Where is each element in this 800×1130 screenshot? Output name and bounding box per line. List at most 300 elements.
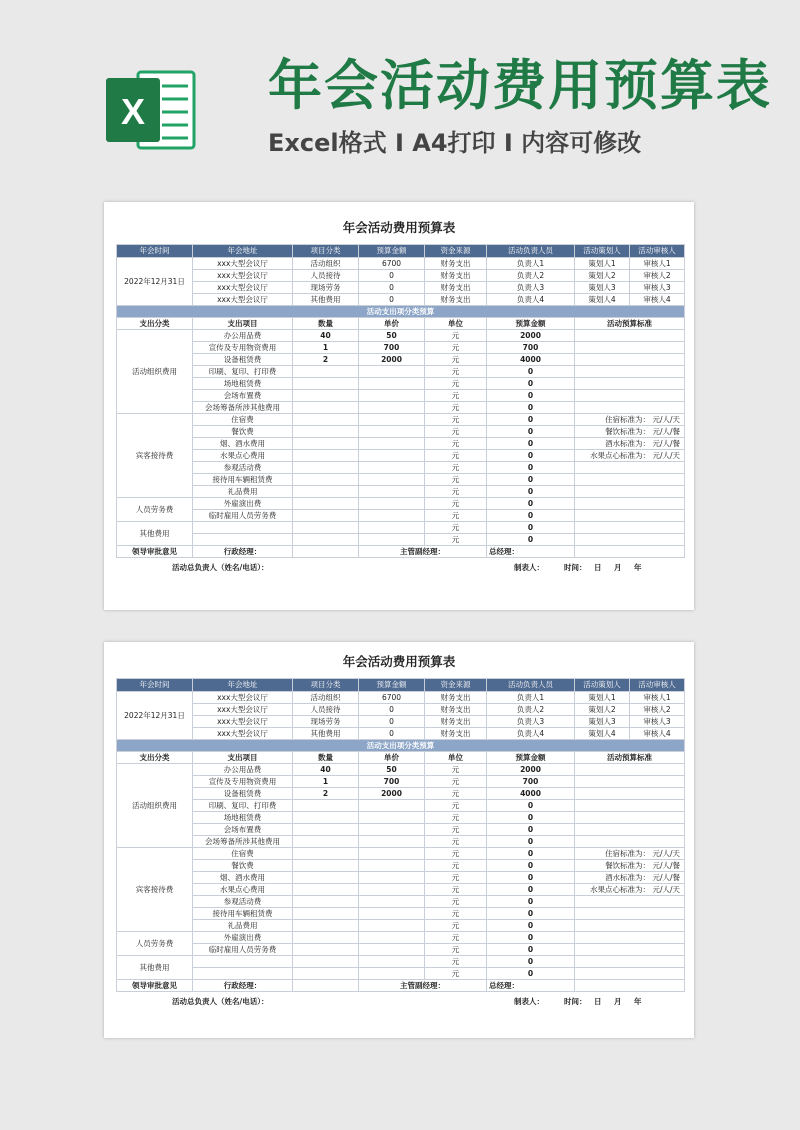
table-row <box>117 884 685 896</box>
table-cell[interactable]: 审核人4 <box>630 728 685 740</box>
table-cell[interactable]: 0 <box>359 716 425 728</box>
standard-cell[interactable] <box>575 968 685 980</box>
table-cell[interactable]: 策划人1 <box>575 692 630 704</box>
table-cell[interactable]: 审核人3 <box>630 282 685 294</box>
amount-cell[interactable]: 0 <box>487 438 575 450</box>
table-cell[interactable]: 6700 <box>359 692 425 704</box>
standard-cell[interactable] <box>575 534 685 546</box>
quantity-cell[interactable] <box>293 510 359 522</box>
quantity-cell[interactable]: 1 <box>293 776 359 788</box>
quantity-cell[interactable] <box>293 836 359 848</box>
standard-cell[interactable] <box>575 330 685 342</box>
price-cell[interactable] <box>359 908 425 920</box>
quantity-cell[interactable] <box>293 366 359 378</box>
price-cell[interactable] <box>359 932 425 944</box>
price-cell[interactable] <box>359 534 425 546</box>
unit-cell: 元 <box>425 366 487 378</box>
standard-cell[interactable] <box>575 462 685 474</box>
standard-cell[interactable] <box>575 402 685 414</box>
table-cell[interactable]: 财务支出 <box>425 692 487 704</box>
table-cell[interactable]: 财务支出 <box>425 294 487 306</box>
price-cell[interactable] <box>359 884 425 896</box>
table-cell[interactable]: 0 <box>359 294 425 306</box>
price-cell[interactable] <box>359 450 425 462</box>
expense-item[interactable]: 烟、酒水费用 <box>193 438 293 450</box>
expense-item[interactable] <box>193 956 293 968</box>
unit-cell: 元 <box>425 474 487 486</box>
table-row <box>117 692 685 704</box>
quantity-cell[interactable]: 40 <box>293 330 359 342</box>
table-cell[interactable]: 其他费用 <box>293 294 359 306</box>
standard-cell[interactable] <box>575 764 685 776</box>
table-row <box>117 450 685 462</box>
amount-cell[interactable]: 0 <box>487 462 575 474</box>
table-cell[interactable]: 负责人4 <box>487 728 575 740</box>
approval-row <box>117 546 685 558</box>
table-cell[interactable]: 6700 <box>359 258 425 270</box>
table-cell[interactable]: 审核人2 <box>630 270 685 282</box>
expense-item[interactable]: 办公用品费 <box>193 330 293 342</box>
expense-item[interactable]: 印刷、复印、打印费 <box>193 800 293 812</box>
standard-cell[interactable] <box>575 474 685 486</box>
expense-item[interactable]: 参观活动费 <box>193 462 293 474</box>
amount-cell[interactable]: 0 <box>487 800 575 812</box>
price-cell[interactable] <box>359 920 425 932</box>
price-cell[interactable] <box>359 848 425 860</box>
standard-cell[interactable] <box>575 908 685 920</box>
amount-cell[interactable]: 0 <box>487 968 575 980</box>
standard-cell[interactable] <box>575 390 685 402</box>
expense-item[interactable]: 住宿费 <box>193 414 293 426</box>
amount-cell[interactable]: 0 <box>487 872 575 884</box>
unit-cell: 元 <box>425 486 487 498</box>
table-cell[interactable]: 策划人4 <box>575 294 630 306</box>
standard-cell[interactable] <box>575 836 685 848</box>
table-row <box>117 402 685 414</box>
detail-column-header: 预算金额 <box>487 752 575 764</box>
table-cell[interactable]: 0 <box>359 728 425 740</box>
quantity-cell[interactable]: 40 <box>293 764 359 776</box>
price-cell[interactable] <box>359 438 425 450</box>
expense-item[interactable]: 会场布置费 <box>193 390 293 402</box>
table-cell[interactable]: xxx大型会议厅 <box>193 716 293 728</box>
table-cell[interactable]: 人员接待 <box>293 270 359 282</box>
table-cell[interactable]: xxx大型会议厅 <box>193 692 293 704</box>
approval-label: 领导审批意见 <box>117 546 193 558</box>
expense-item[interactable]: 住宿费 <box>193 848 293 860</box>
table-cell[interactable]: 活动组织 <box>293 692 359 704</box>
detail-column-header: 单位 <box>425 752 487 764</box>
table-cell[interactable]: 策划人2 <box>575 270 630 282</box>
amount-cell[interactable]: 0 <box>487 486 575 498</box>
price-cell[interactable] <box>359 836 425 848</box>
table-cell[interactable]: 负责人1 <box>487 692 575 704</box>
amount-cell[interactable]: 0 <box>487 498 575 510</box>
amount-cell[interactable]: 0 <box>487 824 575 836</box>
expense-item[interactable]: 会场筹备所涉其他费用 <box>193 836 293 848</box>
table-cell[interactable]: 0 <box>359 282 425 294</box>
expense-item[interactable]: 临时雇用人员劳务费 <box>193 944 293 956</box>
unit-cell: 元 <box>425 860 487 872</box>
table-row <box>117 800 685 812</box>
expense-item[interactable]: 设备租赁费 <box>193 788 293 800</box>
standard-cell[interactable] <box>575 800 685 812</box>
standard-cell[interactable]: 餐饮标准为： 元/人/餐 <box>575 426 685 438</box>
table-cell[interactable]: 其他费用 <box>293 728 359 740</box>
standard-cell[interactable] <box>575 510 685 522</box>
table-cell[interactable]: 财务支出 <box>425 282 487 294</box>
table-cell[interactable]: 财务支出 <box>425 704 487 716</box>
price-cell[interactable] <box>359 474 425 486</box>
unit-cell: 元 <box>425 534 487 546</box>
budget-table <box>116 244 685 558</box>
unit-cell: 元 <box>425 896 487 908</box>
price-cell[interactable]: 2000 <box>359 354 425 366</box>
standard-cell[interactable] <box>575 498 685 510</box>
detail-column-header: 活动预算标准 <box>575 752 685 764</box>
table-cell[interactable]: 策划人3 <box>575 716 630 728</box>
quantity-cell[interactable] <box>293 860 359 872</box>
amount-cell[interactable]: 4000 <box>487 788 575 800</box>
table-cell[interactable]: 负责人2 <box>487 270 575 282</box>
price-cell[interactable] <box>359 944 425 956</box>
table-cell[interactable]: 现场劳务 <box>293 282 359 294</box>
table-cell[interactable]: 财务支出 <box>425 728 487 740</box>
price-cell[interactable] <box>359 522 425 534</box>
amount-cell[interactable]: 0 <box>487 378 575 390</box>
expense-item[interactable]: 场地租赁费 <box>193 812 293 824</box>
expense-item[interactable]: 场地租赁费 <box>193 378 293 390</box>
table-cell[interactable]: 财务支出 <box>425 270 487 282</box>
detail-column-header: 数量 <box>293 318 359 330</box>
column-header: 活动负责人员 <box>487 245 575 258</box>
amount-cell[interactable]: 0 <box>487 366 575 378</box>
quantity-cell[interactable] <box>293 450 359 462</box>
price-cell[interactable] <box>359 956 425 968</box>
table-cell[interactable]: xxx大型会议厅 <box>193 728 293 740</box>
section-title: 活动支出项分类预算 <box>117 306 685 318</box>
price-cell[interactable] <box>359 426 425 438</box>
standard-cell[interactable]: 住宿标准为： 元/人/天 <box>575 848 685 860</box>
standard-cell[interactable] <box>575 812 685 824</box>
quantity-cell[interactable] <box>293 908 359 920</box>
quantity-cell[interactable] <box>293 932 359 944</box>
table-row <box>117 872 685 884</box>
table-cell[interactable]: 财务支出 <box>425 716 487 728</box>
standard-cell[interactable] <box>575 486 685 498</box>
expense-category: 活动组织费用 <box>117 764 193 848</box>
table-cell[interactable]: 策划人1 <box>575 258 630 270</box>
expense-item[interactable]: 设备租赁费 <box>193 354 293 366</box>
table-row <box>117 510 685 522</box>
general-manager-label: 总经理： <box>487 546 575 558</box>
quantity-cell[interactable] <box>293 920 359 932</box>
quantity-cell[interactable] <box>293 498 359 510</box>
amount-cell[interactable]: 0 <box>487 932 575 944</box>
quantity-cell[interactable]: 2 <box>293 354 359 366</box>
table-cell[interactable]: 审核人1 <box>630 258 685 270</box>
table-cell[interactable]: 负责人2 <box>487 704 575 716</box>
price-cell[interactable]: 50 <box>359 764 425 776</box>
price-cell[interactable] <box>359 510 425 522</box>
amount-cell[interactable]: 0 <box>487 474 575 486</box>
table-cell[interactable]: 负责人4 <box>487 294 575 306</box>
standard-cell[interactable] <box>575 366 685 378</box>
table-row <box>117 848 685 860</box>
quantity-cell[interactable]: 2 <box>293 788 359 800</box>
table-row <box>117 776 685 788</box>
expense-item[interactable] <box>193 522 293 534</box>
expense-item[interactable]: 临时雇用人员劳务费 <box>193 510 293 522</box>
table-cell[interactable]: xxx大型会议厅 <box>193 270 293 282</box>
table-cell[interactable]: 策划人2 <box>575 704 630 716</box>
amount-cell[interactable]: 0 <box>487 896 575 908</box>
quantity-cell[interactable] <box>293 848 359 860</box>
quantity-cell[interactable] <box>293 390 359 402</box>
amount-cell[interactable]: 4000 <box>487 354 575 366</box>
table-row <box>117 378 685 390</box>
standard-cell[interactable] <box>575 896 685 908</box>
expense-item[interactable]: 接待用车辆租赁费 <box>193 908 293 920</box>
table-cell[interactable]: xxx大型会议厅 <box>193 258 293 270</box>
table-row <box>117 366 685 378</box>
quantity-cell[interactable] <box>293 884 359 896</box>
quantity-cell[interactable]: 1 <box>293 342 359 354</box>
quantity-cell[interactable] <box>293 414 359 426</box>
owner-label: 活动总负责人（姓名/电话）： <box>172 997 269 1006</box>
amount-cell[interactable]: 0 <box>487 860 575 872</box>
quantity-cell[interactable] <box>293 438 359 450</box>
expense-item[interactable] <box>193 968 293 980</box>
table-cell[interactable]: 活动组织 <box>293 258 359 270</box>
standard-cell[interactable] <box>575 920 685 932</box>
quantity-cell[interactable] <box>293 944 359 956</box>
quantity-cell[interactable] <box>293 800 359 812</box>
table-row <box>117 704 685 716</box>
price-cell[interactable]: 50 <box>359 330 425 342</box>
standard-cell[interactable] <box>575 522 685 534</box>
table-cell[interactable]: xxx大型会议厅 <box>193 294 293 306</box>
standard-cell[interactable] <box>575 956 685 968</box>
quantity-cell[interactable] <box>293 968 359 980</box>
table-cell[interactable]: 0 <box>359 704 425 716</box>
expense-category: 宾客接待费 <box>117 414 193 498</box>
table-cell[interactable]: 审核人2 <box>630 704 685 716</box>
amount-cell[interactable]: 0 <box>487 390 575 402</box>
amount-cell[interactable]: 0 <box>487 908 575 920</box>
amount-cell[interactable]: 0 <box>487 522 575 534</box>
unit-cell: 元 <box>425 944 487 956</box>
price-cell[interactable] <box>359 390 425 402</box>
price-cell[interactable] <box>359 872 425 884</box>
expense-item[interactable]: 餐饮费 <box>193 426 293 438</box>
price-cell[interactable] <box>359 402 425 414</box>
price-cell[interactable] <box>359 462 425 474</box>
table-cell[interactable]: 审核人3 <box>630 716 685 728</box>
amount-cell[interactable]: 0 <box>487 534 575 546</box>
amount-cell[interactable]: 0 <box>487 402 575 414</box>
unit-cell: 元 <box>425 968 487 980</box>
standard-cell[interactable]: 酒水标准为： 元/人/餐 <box>575 438 685 450</box>
price-cell[interactable] <box>359 800 425 812</box>
expense-item[interactable]: 印刷、复印、打印费 <box>193 366 293 378</box>
column-header: 预算金额 <box>359 245 425 258</box>
expense-item[interactable]: 外雇演出费 <box>193 932 293 944</box>
unit-cell: 元 <box>425 836 487 848</box>
quantity-cell[interactable] <box>293 956 359 968</box>
amount-cell[interactable]: 0 <box>487 426 575 438</box>
amount-cell[interactable]: 0 <box>487 944 575 956</box>
expense-item[interactable]: 礼品费用 <box>193 920 293 932</box>
expense-item[interactable]: 宣传及专用物资费用 <box>193 342 293 354</box>
expense-item[interactable]: 会场布置费 <box>193 824 293 836</box>
standard-cell[interactable] <box>575 932 685 944</box>
table-cell[interactable]: 财务支出 <box>425 258 487 270</box>
amount-cell[interactable]: 0 <box>487 414 575 426</box>
quantity-cell[interactable] <box>293 402 359 414</box>
expense-item[interactable] <box>193 534 293 546</box>
table-cell[interactable]: xxx大型会议厅 <box>193 282 293 294</box>
unit-cell: 元 <box>425 956 487 968</box>
quantity-cell[interactable] <box>293 534 359 546</box>
price-cell[interactable]: 2000 <box>359 788 425 800</box>
standard-cell[interactable] <box>575 354 685 366</box>
price-cell[interactable] <box>359 896 425 908</box>
table-row <box>117 486 685 498</box>
maker-label: 制表人： <box>514 563 544 572</box>
admin-manager-label: 行政经理： <box>193 980 293 992</box>
year-label: 年 <box>634 997 642 1006</box>
price-cell[interactable]: 700 <box>359 342 425 354</box>
table-cell[interactable]: 负责人1 <box>487 258 575 270</box>
expense-item[interactable]: 接待用车辆租赁费 <box>193 474 293 486</box>
standard-cell[interactable]: 水果点心标准为： 元/人/天 <box>575 450 685 462</box>
column-header: 活动策划人 <box>575 679 630 692</box>
expense-category: 宾客接待费 <box>117 848 193 932</box>
quantity-cell[interactable] <box>293 812 359 824</box>
column-header: 预算金额 <box>359 679 425 692</box>
detail-column-header: 支出项目 <box>193 752 293 764</box>
quantity-cell[interactable] <box>293 522 359 534</box>
expense-item[interactable]: 餐饮费 <box>193 860 293 872</box>
amount-cell[interactable]: 0 <box>487 956 575 968</box>
column-header: 年会时间 <box>117 245 193 258</box>
amount-cell[interactable]: 0 <box>487 884 575 896</box>
vice-manager-label: 主管副经理： <box>359 980 487 992</box>
detail-column-header: 单价 <box>359 752 425 764</box>
amount-cell[interactable]: 0 <box>487 848 575 860</box>
table-cell[interactable]: xxx大型会议厅 <box>193 704 293 716</box>
price-cell[interactable] <box>359 378 425 390</box>
expense-item[interactable]: 水果点心费用 <box>193 450 293 462</box>
table-row <box>117 824 685 836</box>
unit-cell: 元 <box>425 390 487 402</box>
price-cell[interactable] <box>359 366 425 378</box>
general-manager-label: 总经理： <box>487 980 575 992</box>
price-cell[interactable] <box>359 498 425 510</box>
expense-item[interactable]: 办公用品费 <box>193 764 293 776</box>
table-row <box>117 390 685 402</box>
standard-cell[interactable]: 住宿标准为： 元/人/天 <box>575 414 685 426</box>
standard-cell[interactable] <box>575 776 685 788</box>
table-cell[interactable]: 0 <box>359 270 425 282</box>
table-cell[interactable]: 审核人4 <box>630 294 685 306</box>
quantity-cell[interactable] <box>293 378 359 390</box>
event-date[interactable]: 2022年12月31日 <box>117 258 193 306</box>
amount-cell[interactable]: 0 <box>487 450 575 462</box>
event-date[interactable]: 2022年12月31日 <box>117 692 193 740</box>
table-cell[interactable]: 策划人3 <box>575 282 630 294</box>
vice-manager-label: 主管副经理： <box>359 546 487 558</box>
table-cell[interactable]: 负责人3 <box>487 716 575 728</box>
price-cell[interactable] <box>359 968 425 980</box>
price-cell[interactable] <box>359 860 425 872</box>
standard-cell[interactable]: 水果点心标准为： 元/人/天 <box>575 884 685 896</box>
column-header: 资金来源 <box>425 245 487 258</box>
price-cell[interactable] <box>359 486 425 498</box>
unit-cell: 元 <box>425 450 487 462</box>
price-cell[interactable] <box>359 824 425 836</box>
table-cell[interactable]: 策划人4 <box>575 728 630 740</box>
standard-cell[interactable] <box>575 788 685 800</box>
table-row <box>117 812 685 824</box>
expense-item[interactable]: 宣传及专用物资费用 <box>193 776 293 788</box>
expense-item[interactable]: 外雇演出费 <box>193 498 293 510</box>
table-row <box>117 716 685 728</box>
standard-cell[interactable]: 餐饮标准为： 元/人/餐 <box>575 860 685 872</box>
expense-item[interactable]: 烟、酒水费用 <box>193 872 293 884</box>
quantity-cell[interactable] <box>293 896 359 908</box>
sheet-preview-1 <box>104 202 694 610</box>
amount-cell[interactable]: 2000 <box>487 330 575 342</box>
standard-cell[interactable] <box>575 944 685 956</box>
standard-cell[interactable] <box>575 378 685 390</box>
amount-cell[interactable]: 2000 <box>487 764 575 776</box>
table-cell[interactable]: 人员接待 <box>293 704 359 716</box>
standard-cell[interactable] <box>575 824 685 836</box>
quantity-cell[interactable] <box>293 824 359 836</box>
unit-cell: 元 <box>425 498 487 510</box>
price-cell[interactable]: 700 <box>359 776 425 788</box>
table-cell[interactable]: 审核人1 <box>630 692 685 704</box>
table-cell[interactable]: 现场劳务 <box>293 716 359 728</box>
expense-item[interactable]: 礼品费用 <box>193 486 293 498</box>
price-cell[interactable] <box>359 414 425 426</box>
amount-cell[interactable]: 0 <box>487 920 575 932</box>
quantity-cell[interactable] <box>293 486 359 498</box>
amount-cell[interactable]: 0 <box>487 510 575 522</box>
standard-cell[interactable] <box>575 342 685 354</box>
amount-cell[interactable]: 700 <box>487 342 575 354</box>
amount-cell[interactable]: 0 <box>487 812 575 824</box>
amount-cell[interactable]: 700 <box>487 776 575 788</box>
quantity-cell[interactable] <box>293 426 359 438</box>
amount-cell[interactable]: 0 <box>487 836 575 848</box>
unit-cell: 元 <box>425 884 487 896</box>
expense-category: 人员劳务费 <box>117 498 193 522</box>
expense-item[interactable]: 参观活动费 <box>193 896 293 908</box>
quantity-cell[interactable] <box>293 872 359 884</box>
detail-column-header: 活动预算标准 <box>575 318 685 330</box>
price-cell[interactable] <box>359 812 425 824</box>
table-cell[interactable]: 负责人3 <box>487 282 575 294</box>
unit-cell: 元 <box>425 920 487 932</box>
standard-cell[interactable]: 酒水标准为： 元/人/餐 <box>575 872 685 884</box>
expense-item[interactable]: 水果点心费用 <box>193 884 293 896</box>
quantity-cell[interactable] <box>293 462 359 474</box>
quantity-cell[interactable] <box>293 474 359 486</box>
expense-item[interactable]: 会场筹备所涉其他费用 <box>193 402 293 414</box>
